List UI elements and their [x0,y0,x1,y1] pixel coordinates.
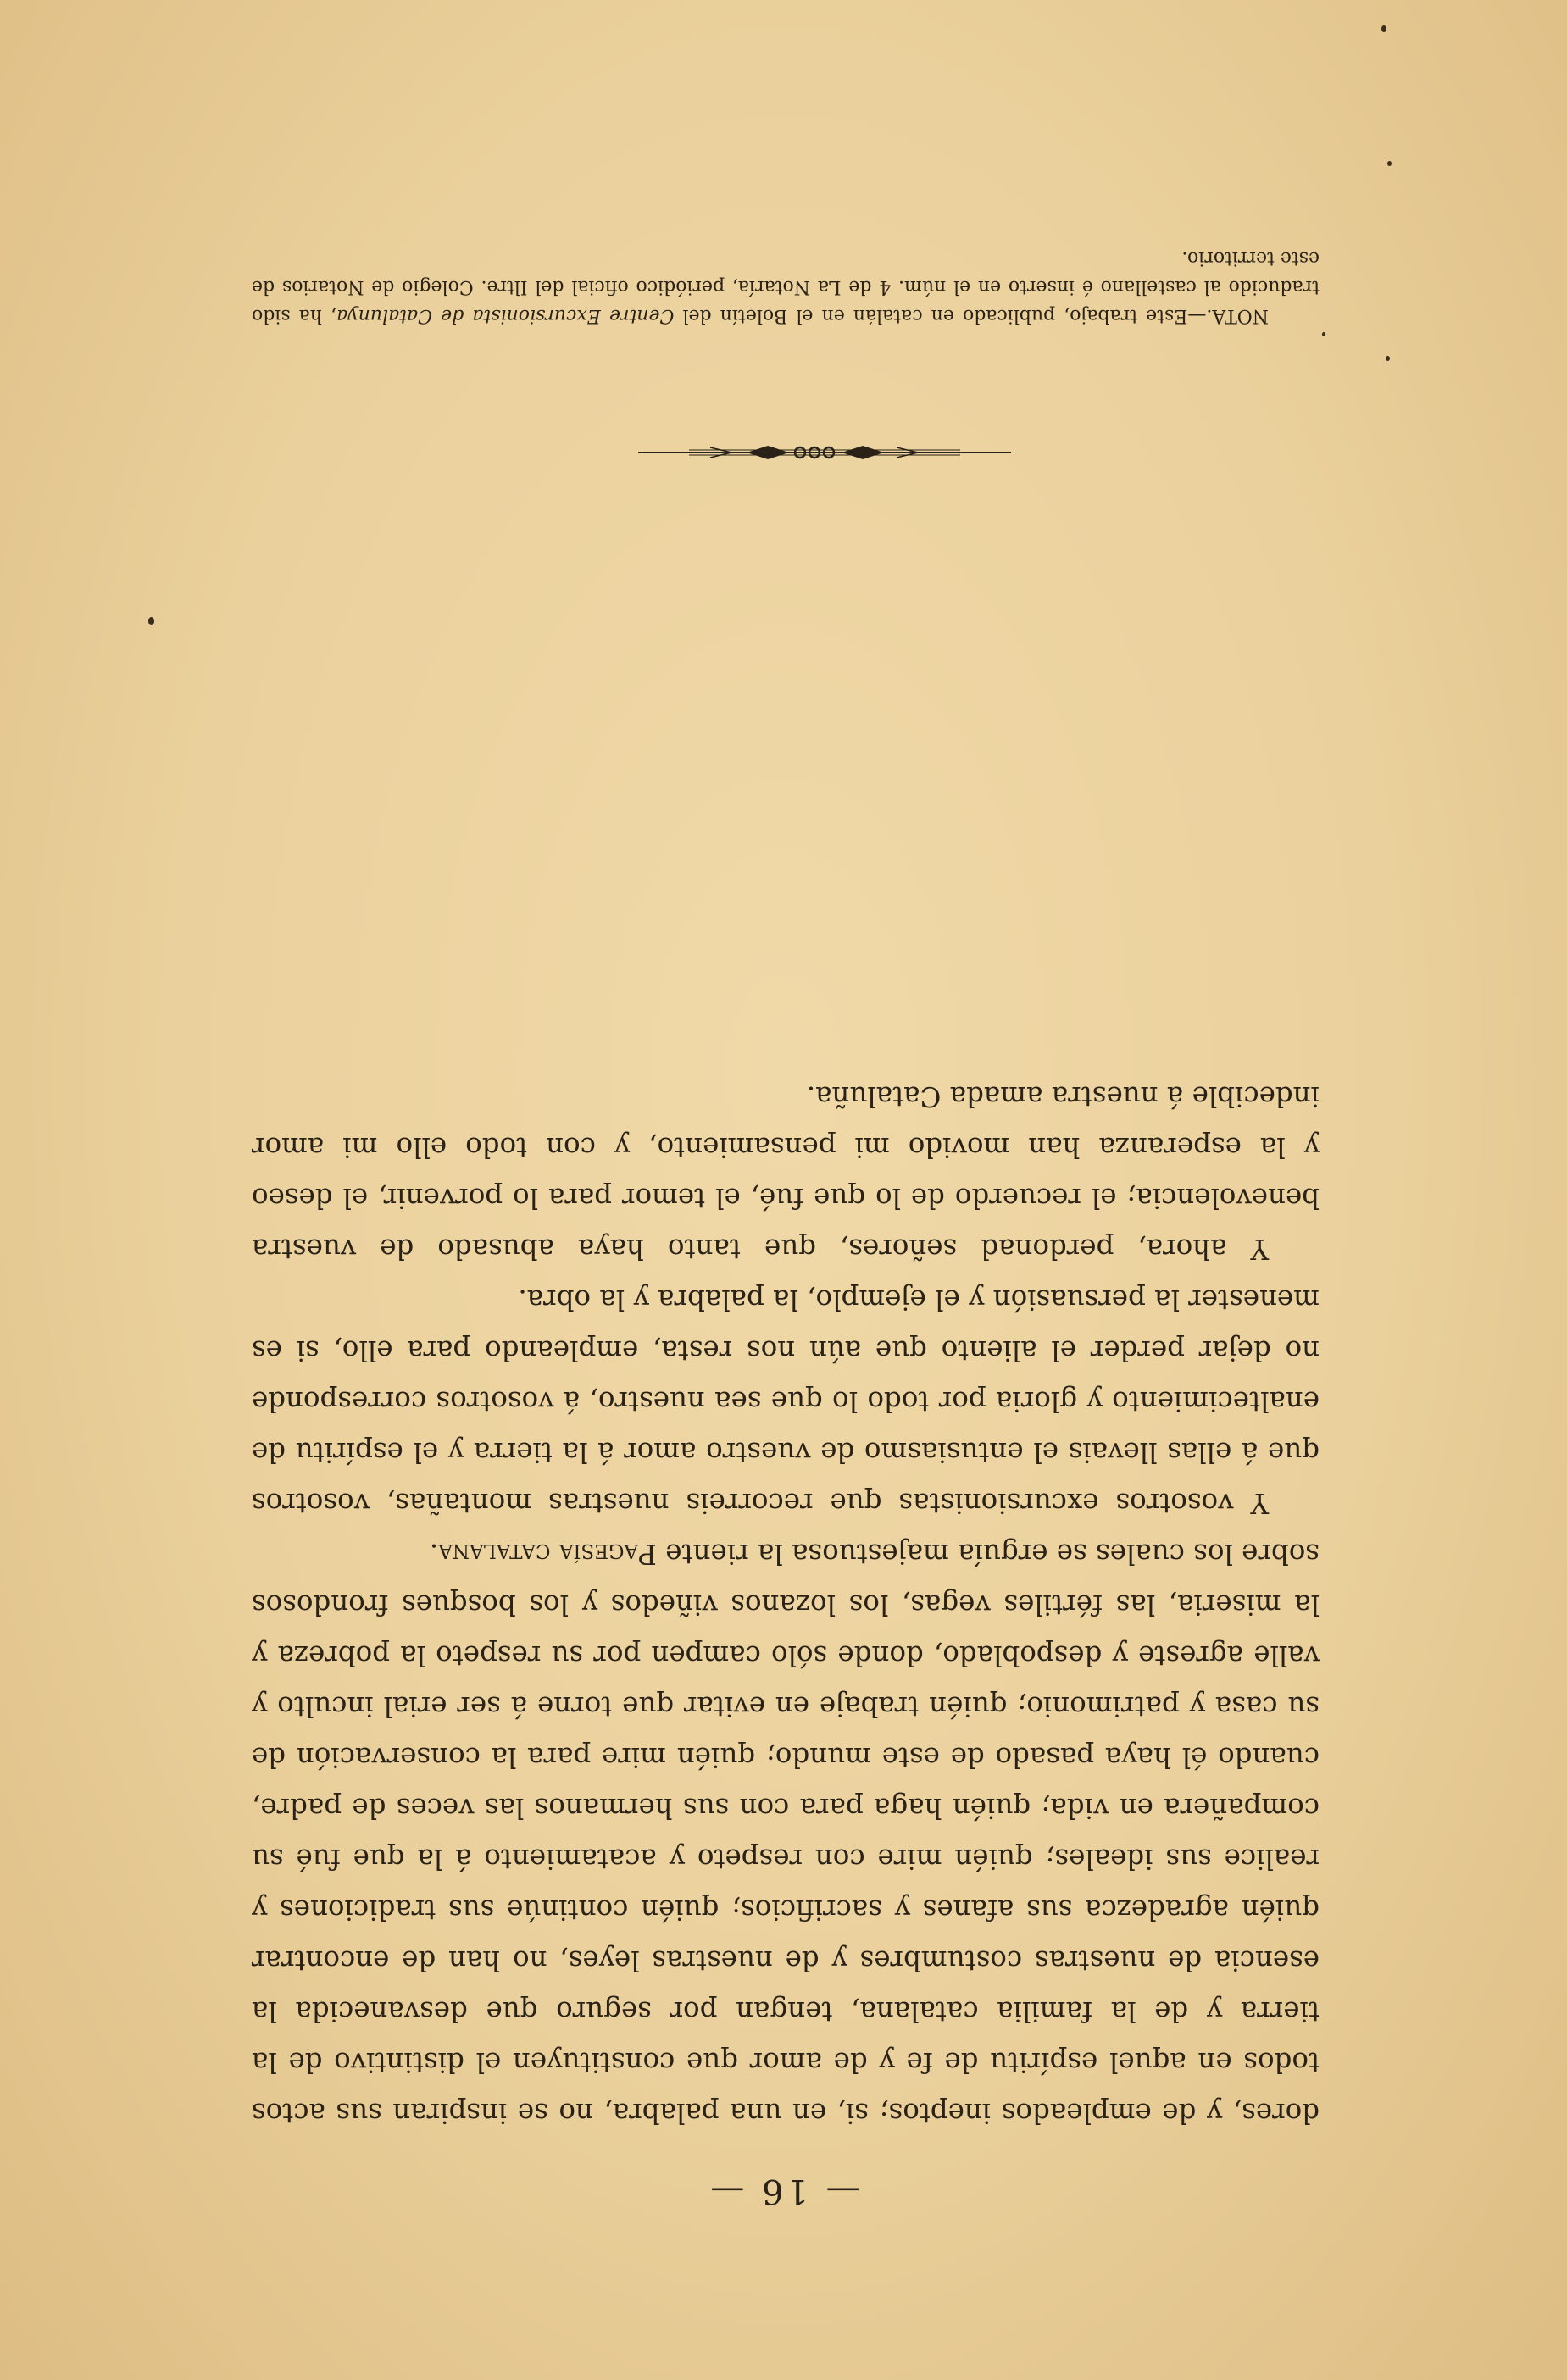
footnote-label: NOTA.— [1187,305,1269,326]
footnote [252,243,1320,330]
paper-speck [1381,25,1386,32]
pagesia-catalana-phrase: Pagesía catalana. [429,1538,657,1570]
paper-speck [1322,332,1325,336]
body-text [252,1071,1320,2139]
paper-speck [1386,356,1390,361]
footnote-paragraph [252,243,1320,330]
paragraph-1 [252,1528,1320,2139]
paragraph-2: Y vosotros excursionistas que recorreis nuestras montañas, vosotros que á ellas llevais el entusiasmo de vuestro amor á la tierra y el espíritu de enaltecimiento y gloria por todo lo que sea nuestro, á vosotros corresponde no dejar perder el aliento que aún nos resta, empleando para ello, si es menester la persuasión y el ejemplo, la palabra y la obra. [252,1284,1320,1519]
footnote-italic-title: Centre Excursionista de Catalunya [336,305,675,326]
paper-speck [148,617,154,625]
footnote-text-1: Este trabajo, publicado en catalán en el Boletín del [674,305,1188,326]
paper-speck [1387,161,1392,166]
paragraph-1-text: dores, y de empleados ineptos; si, en una palabra, no se inspiran sus actos todos en aquel espíritu de fe y de amor que constituyen el distintivo de la tierra y de la familia catalana, tengan por seguro que desvanecida la esencia de nuestras costumbres y de nuestras leyes, no han de encontrar quién agradezca sus afanes y sacrificios; quién continúe sus tradiciones y realice sus ideales; quién mire con respeto y acatamiento á la que fué su compañera en vida; quién haga para con sus hermanos las veces de padre, cuando él haya pasado de este mundo; quién mire para la conservación de su casa y patrimonio; quién trabaje en evitar que torne á ser erial inculto y valle agreste y despoblado, donde sólo campen por su respeto la pobreza y la miseria, las fértiles vegas, los lozanos viñedos y los bosques frondosos sobre los cuales se erguía majestuosa la riente [252,1538,1320,2129]
paragraph-3: Y ahora, perdonad señores, que tanto haya abusado de vuestra benevolencia; el recuerdo de lo que fué, el temor para lo porvenir, el deseo y la esperanza han movido mi pensamiento, y con todo ello mi amor indecible á nuestra amada Cataluña. [252,1080,1320,1265]
ornament-divider-icon [638,436,1011,469]
page-number: — 16 — [707,2172,860,2211]
footnote-text-2: , ha sido traducido al castellano é inserto en el núm. 4 de La Notaría, periódico oficial del Iltre. Colegio de Notarios de este territorio. [252,247,1320,326]
